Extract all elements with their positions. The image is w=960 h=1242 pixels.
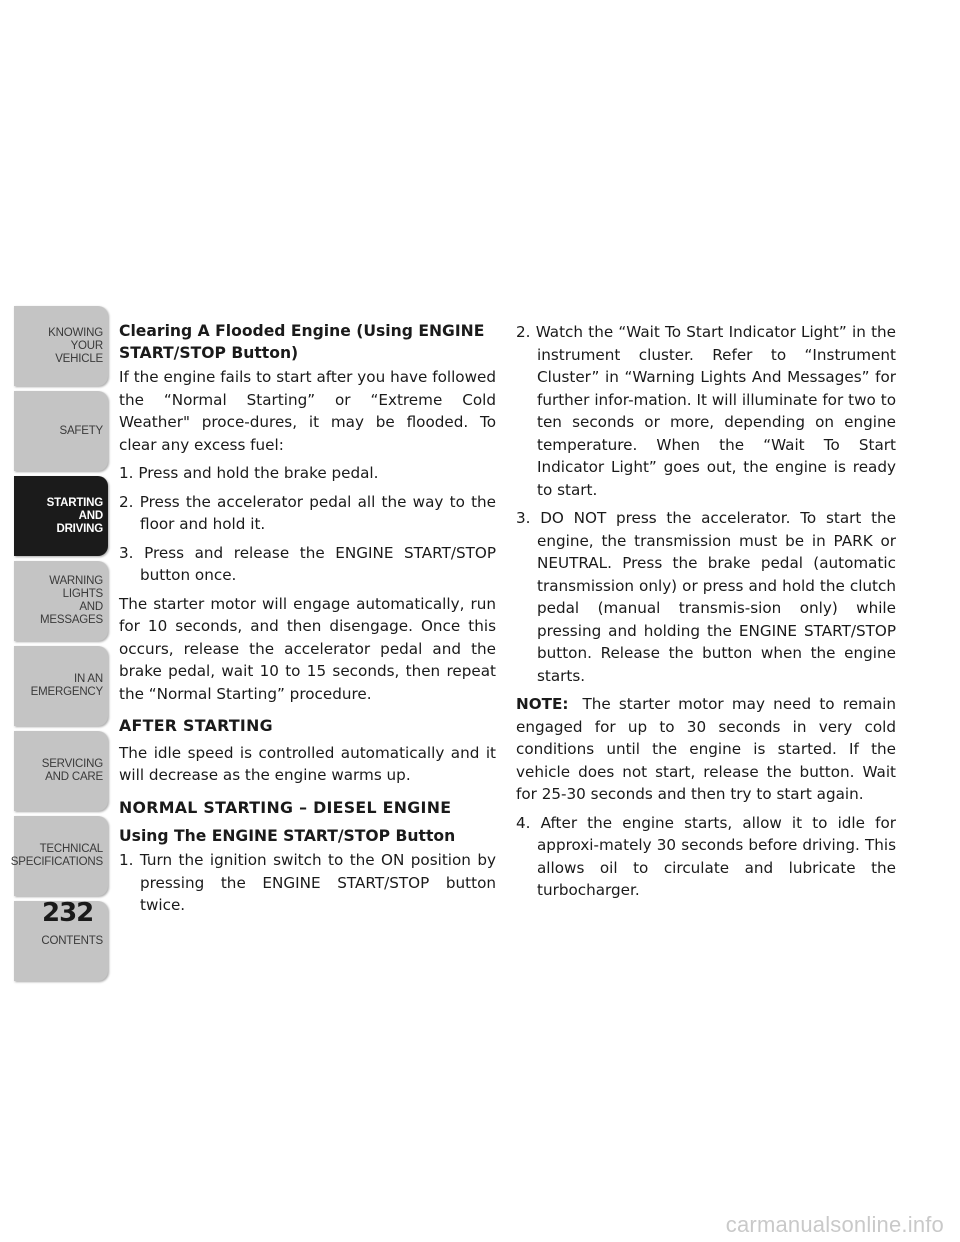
tab-label: CONTENTS <box>41 934 103 947</box>
paragraph: If the engine fails to start after you have followed the “Normal Starting” or “Extreme Cold Weather" proce-dures, it may be flooded. To clear any excess fuel: <box>119 368 496 454</box>
right-column <box>516 321 896 908</box>
section-heading: AFTER STARTING <box>119 716 273 735</box>
tab-warning-lights-and-messages[interactable] <box>14 561 108 641</box>
steps-list <box>516 812 896 902</box>
tab-label: SERVICING AND CARE <box>41 758 103 783</box>
note <box>516 693 896 806</box>
tab-knowing-your-vehicle[interactable] <box>14 306 108 386</box>
tab-technical-specifications[interactable] <box>10 816 108 896</box>
tab-label: WARNING LIGHTS AND MESSAGES <box>40 575 103 626</box>
steps-list <box>516 321 896 687</box>
note-text: The starter motor may need to remain engaged for up to 30 seconds in very cold conditions until the engine is started. If the vehicle does not start, release the button. Wait for 25-30 seconds and then try to start again. <box>516 695 896 803</box>
tab-in-an-emergency[interactable] <box>14 646 108 726</box>
list-item: 4. After the engine starts, allow it to idle for approxi-mately 30 seconds before driving. This allows oil to circulate and lubricate the turbocharger. <box>516 813 896 899</box>
list-item: 2. Watch the “Wait To Start Indicator Light” in the instrument cluster. Refer to “Instrument Cluster” in “Warning Lights And Messages” for further infor-mation. It will illuminate for two to ten seconds or more, depending on engine temperature. When the “Wait To Start Indicator Light” goes out, the engine is ready to start. <box>516 323 896 499</box>
tab-label: TECHNICAL SPECIFICATIONS <box>10 843 103 868</box>
tab-label: IN AN EMERGENCY <box>30 673 103 698</box>
steps-list <box>119 849 496 917</box>
paragraph: The starter motor will engage automatically, run for 10 seconds, and then disengage. Once this occurs, release the accelerator pedal and the brake pedal, wait 10 to 15 seconds, then repeat the “Normal Starting” procedure. <box>119 594 496 703</box>
list-item: 1. Press and hold the brake pedal. <box>119 464 379 482</box>
paragraph: The idle speed is controlled automatically and it will decrease as the engine warms up. <box>119 743 496 784</box>
tab-label: STARTING AND DRIVING <box>46 496 103 535</box>
steps-list <box>119 462 496 587</box>
note-label: NOTE: <box>516 695 569 713</box>
section-heading: Clearing A Flooded Engine (Using ENGINE START/STOP Button) <box>119 322 485 362</box>
tab-label: SAFETY <box>59 424 103 437</box>
tab-label: KNOWING YOUR VEHICLE <box>48 326 103 365</box>
left-column <box>119 320 496 923</box>
list-item: 3. Press and release the ENGINE START/STOP button once. <box>119 543 496 584</box>
watermark: carmanualsonline.info <box>725 1212 944 1237</box>
list-item: 1. Turn the ignition switch to the ON position by pressing the ENGINE START/STOP button twice. <box>119 851 496 914</box>
section-subheading: Using The ENGINE START/STOP Button <box>119 827 456 845</box>
section-heading: NORMAL STARTING – DIESEL ENGINE <box>119 797 452 817</box>
page-number: 232 <box>42 898 94 928</box>
list-item: 2. Press the accelerator pedal all the way to the floor and hold it. <box>119 492 496 533</box>
chapter-tabs <box>10 306 108 986</box>
tab-servicing-and-care[interactable] <box>14 731 108 811</box>
tab-safety[interactable] <box>14 391 108 471</box>
tab-starting-and-driving[interactable] <box>14 476 108 556</box>
list-item: 3. DO NOT press the accelerator. To start the engine, the transmission must be in PARK or NEUTRAL. Press the brake pedal (automatic transmission only) or press and hold the clutch pedal (manual transmis-sion only) while pressing and holding the ENGINE START/STOP button. Release the button when the engine starts. <box>516 509 896 685</box>
